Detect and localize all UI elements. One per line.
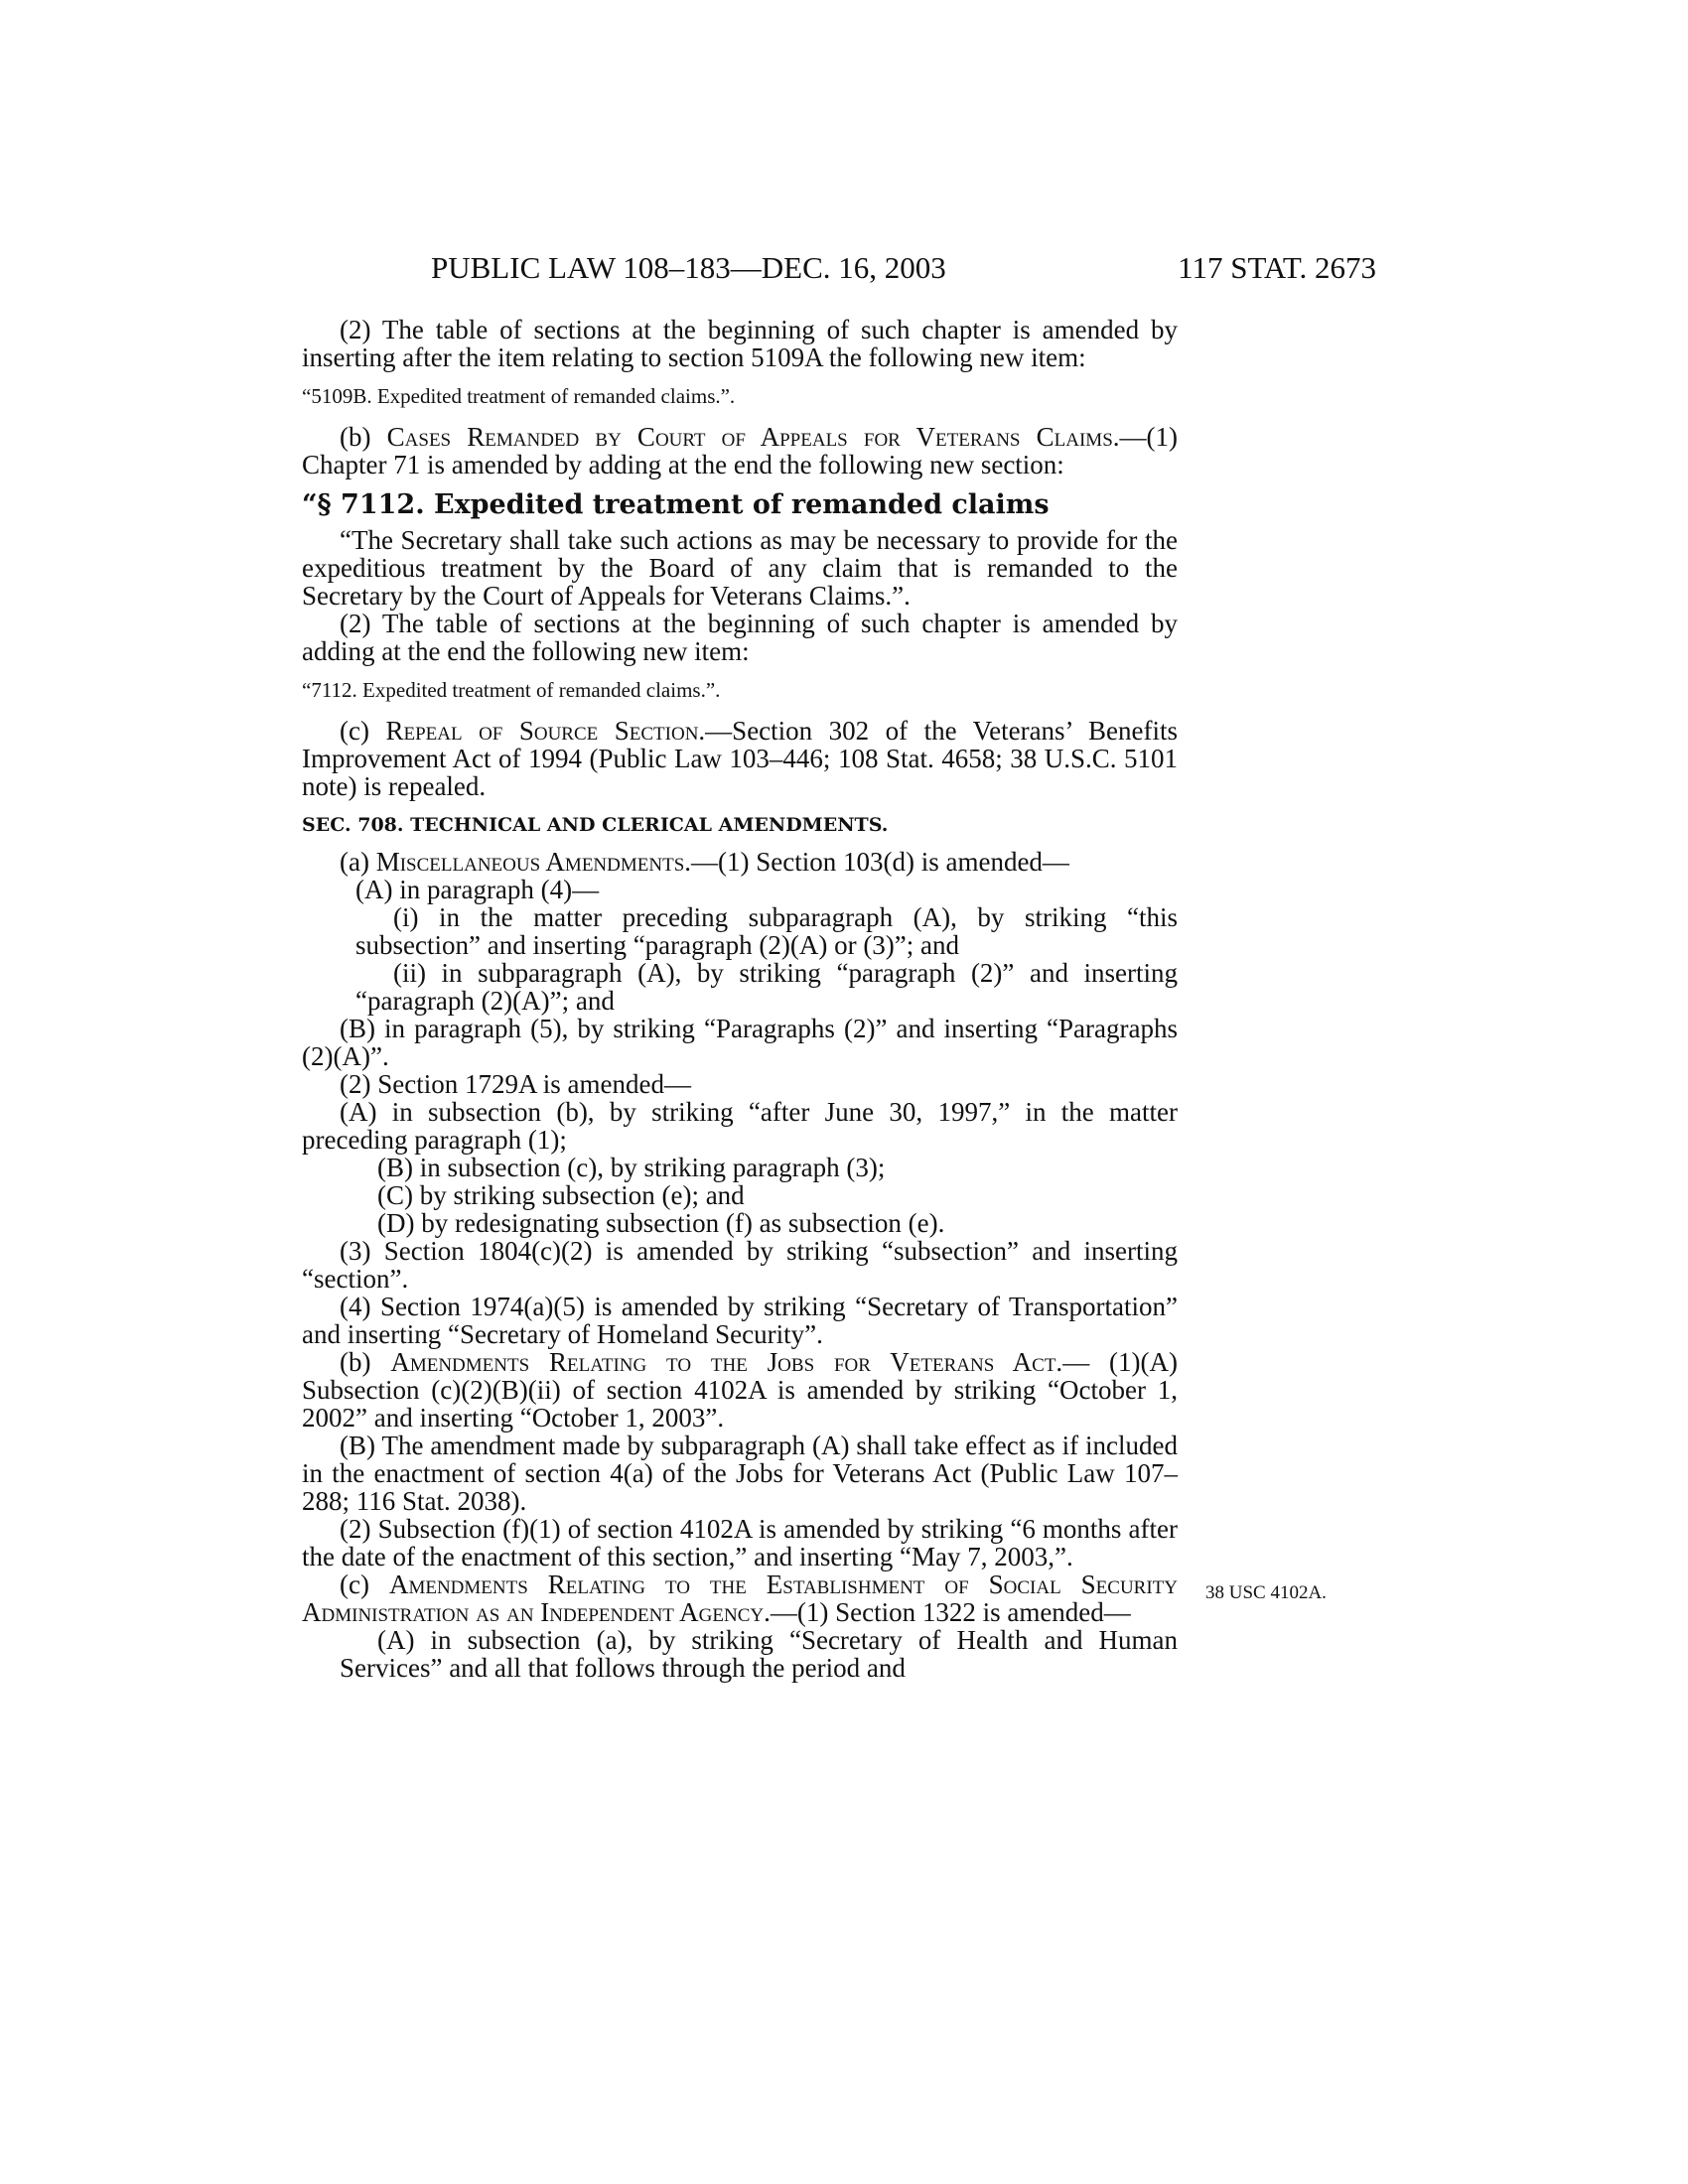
clause-1729a-a: (A) in subsection (b), by striking “after June 30, 1997,” in the matter preceding paragraph (1);: [302, 1097, 1178, 1155]
paragraph-section-1974: (4) Section 1974(a)(5) is amended by striking “Secretary of Transportation” and inserting “Secretary of Homeland Security”.: [302, 1292, 1178, 1349]
subsection-text: —Section 302 of the Veterans’ Benefits Improvement Act of 1994 (Public Law 103–446; 108 Stat. 4658; 38 U.S.C. 5101 note) is repealed.: [302, 716, 1179, 801]
clause-b-paragraph-5: (B) in paragraph (5), by striking “Paragraphs (2)” and inserting “Paragraphs (2)(A)”.: [302, 1014, 1178, 1071]
clause-ii: (ii) in subparagraph (A), by striking “paragraph (2)” and inserting “paragraph (2)(A)”; and: [355, 958, 1178, 1016]
subsection-text: —(1) Section 103(d) is amended—: [691, 847, 1069, 877]
subsection-caption: Cases Remanded by Court of Appeals for Veterans Claims.: [386, 422, 1120, 452]
paragraph-ssa-independent: [302, 1570, 1178, 1626]
subsection-label: (c): [340, 716, 369, 746]
clause-1729a-c: (C) by striking subsection (e); and: [377, 1180, 745, 1210]
paragraph-jobs-for-veterans: [302, 1348, 1178, 1432]
subsection-label: (b): [340, 1347, 371, 1377]
paragraph-jobs-b: (B) The amendment made by subparagraph (A) shall take effect as if included in the enactment of section 4(a) of the Jobs for Veterans Act (Public Law 107–288; 116 Stat. 2038).: [302, 1431, 1178, 1516]
paragraph-table-of-sections-5109: (2) The table of sections at the beginning of such chapter is amended by inserting after the item relating to section 5109A the following new item:: [302, 315, 1178, 372]
page-header: [302, 246, 1376, 290]
margin-note-usc: 38 USC 4102A.: [1205, 1582, 1327, 1603]
clause-1729a-b: (B) in subsection (c), by striking paragraph (3);: [377, 1153, 886, 1182]
paragraph-jobs-2: (2) Subsection (f)(1) of section 4102A is amended by striking “6 months after the date of the enactment of this section,” and inserting “May 7, 2003,”.: [302, 1514, 1178, 1571]
paragraph-table-of-sections-7112: (2) The table of sections at the beginning of such chapter is amended by adding at the end the following new item:: [302, 609, 1178, 666]
document-body: [302, 316, 1178, 1682]
clause-i: (i) in the matter preceding subparagraph (A), by striking “this subsection” and inserting “paragraph (2)(A) or (3)”; and: [355, 902, 1178, 960]
clause-1322-a: (A) in subsection (a), by striking “Secretary of Health and Human Services” and all that follows through the period and: [340, 1625, 1178, 1683]
paragraph-cases-remanded: [302, 423, 1178, 478]
paragraph-secretary-actions: “The Secretary shall take such actions as may be necessary to provide for the expeditious treatment by the Board of any claim that is remanded to the Secretary by the Court of Appeals for Veterans Claims.”.: [302, 525, 1178, 611]
paragraph-misc-amendments: [302, 848, 1178, 876]
subsection-text: — (1)(A) Subsection (c)(2)(B)(ii) of section 4102A is amended by striking “October 1, 2002” and inserting “October 1, 2003”.: [302, 1347, 1178, 1433]
subsection-caption: Repeal of Source Section.: [385, 716, 706, 746]
toc-item-7112: “7112. Expedited treatment of remanded claims.”.: [302, 678, 721, 702]
subsection-caption: Amendments Relating to the Establishment of Social Security Administration as an Independent Agency.: [302, 1570, 1179, 1627]
header-stat-page: 117 STAT. 2673: [1178, 250, 1376, 285]
toc-item-5109b: “5109B. Expedited treatment of remanded claims.”.: [302, 384, 736, 408]
subsection-label: (a): [340, 847, 369, 877]
subsection-label: (b): [340, 422, 371, 452]
subsection-caption: Miscellaneous Amendments.: [375, 847, 692, 877]
subsection-text: —(1) Section 1322 is amended—: [770, 1597, 1131, 1627]
subsection-text: —(1) Chapter 71 is amended by adding at the end the following new section:: [302, 422, 1179, 479]
section-heading-708: SEC. 708. TECHNICAL AND CLERICAL AMENDMENTS.: [302, 814, 889, 836]
paragraph-repeal-source: [302, 717, 1178, 800]
clause-a-paragraph-4: (A) in paragraph (4)—: [355, 875, 600, 904]
section-heading-7112: “§ 7112. Expedited treatment of remanded claims: [302, 489, 1050, 520]
paragraph-section-1729a: (2) Section 1729A is amended—: [340, 1069, 691, 1099]
subsection-label: (c): [340, 1570, 369, 1599]
paragraph-section-1804: (3) Section 1804(c)(2) is amended by striking “subsection” and inserting “section”.: [302, 1236, 1178, 1294]
subsection-caption: Amendments Relating to the Jobs for Veterans Act.: [390, 1347, 1063, 1377]
header-citation: PUBLIC LAW 108–183—DEC. 16, 2003: [431, 250, 946, 285]
clause-1729a-d: (D) by redesignating subsection (f) as subsection (e).: [377, 1208, 945, 1238]
